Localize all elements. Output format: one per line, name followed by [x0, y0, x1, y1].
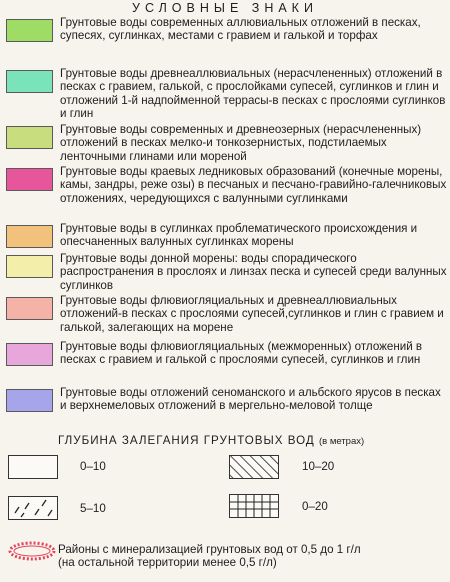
mineralization-line2: (на остальной территории менее 0,5 г/л) [58, 556, 277, 570]
depth-label: 10–20 [302, 460, 335, 473]
depth-swatch-hatch [229, 455, 279, 479]
color-swatch [6, 19, 53, 42]
depth-label: 5–10 [80, 502, 106, 515]
color-swatch [6, 255, 53, 278]
color-swatch [6, 225, 53, 248]
depth-swatch-plain [8, 455, 58, 479]
mineralization-boundary-icon [6, 540, 58, 562]
depth-swatch-dashes [8, 496, 58, 520]
color-swatch [6, 126, 53, 149]
legend-item-text: Грунтовые воды современных и древнеозерных (нерасчлененных) отложений в песках мелко-и тонкозернистых, подстилаемых ленточными глинами или мореной [60, 123, 422, 163]
depth-unit: (в метрах) [318, 436, 365, 447]
legend-item-text: Грунтовые воды отложений сеноманского и альбского ярусов в песках и верхнемеловых отложений в мергельно-меловой толще [60, 386, 441, 413]
mineralization-note [58, 543, 450, 570]
legend-item-text: Грунтовые воды флювиогляциальных и древнеаллювиальных отложений-в песках с прослоями супесей,суглинков и глин с гравием и галькой, залегающих на морене [60, 294, 444, 334]
legend-item-text: Грунтовые воды донной морены: воды спорадического распространения в прослоях и линзах песка и супесей среди валунных суглинков [60, 252, 447, 292]
color-swatch [6, 168, 53, 191]
legend-item-text: Грунтовые воды в суглинках проблематического происхождения и опесчаненных валунных суглинках морены [60, 222, 418, 249]
legend-item-text: Грунтовые воды краевых ледниковых образований (конечные морены, камы, зандры, реже озы) в песчаных и песчано-гравийно-галечниковых отложениях, чередующихся с валунными суглинками [60, 165, 447, 205]
mineralization-line1: Районы с минерализацией грунтовых вод от 0,5 до 1 г/л [58, 543, 361, 556]
color-swatch [6, 343, 53, 366]
color-swatch [6, 389, 53, 412]
legend-item-text: Грунтовые воды современных аллювиальных отложений в песках, супесях, суглинках, местами с гравием и галькой и торфах [60, 16, 421, 43]
depth-title: ГЛУБИНА ЗАЛЕГАНИЯ ГРУНТОВЫХ ВОД [58, 434, 315, 447]
legend-title: УСЛОВНЫЕ ЗНАКИ [132, 1, 318, 15]
depth-label: 0–20 [302, 500, 328, 513]
depth-label: 0–10 [80, 460, 106, 473]
legend-item-text: Грунтовые воды флювиогляциальных (межморенных) отложений в песках с гравием и галькой с прослоями супесей, суглинков и глин [60, 340, 423, 367]
depth-swatch-grid [229, 494, 279, 518]
legend-item-text: Грунтовые воды древнеаллювиальных (нерасчлененных) отложений в песках с гравием, галькой, с прослойками супесей, суглинков и глин и отложений 1-й надпойменной террасы-в песках с прослоями суглинков и глин [60, 67, 446, 121]
color-swatch [6, 70, 53, 93]
color-swatch [6, 297, 53, 320]
depth-heading [58, 434, 448, 449]
